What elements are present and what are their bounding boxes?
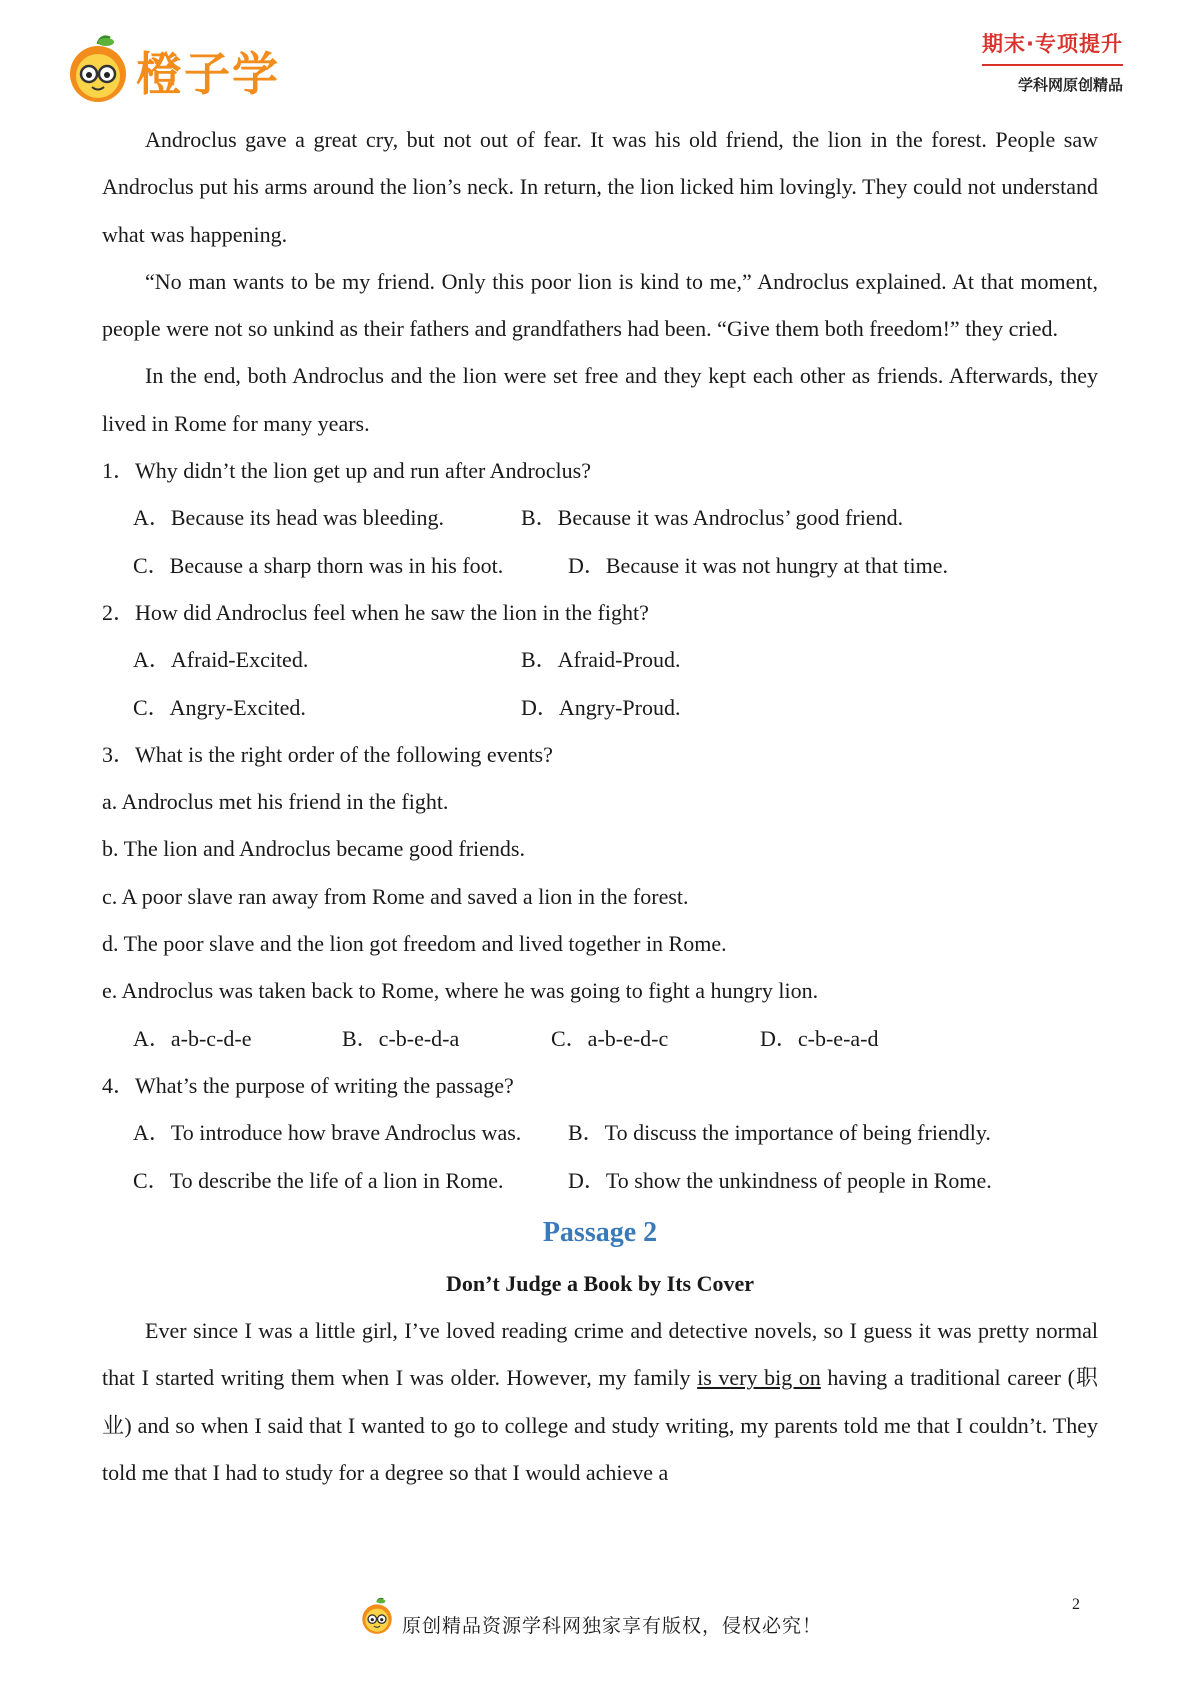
event-item: e. Androclus was taken back to Rome, where he was going to fight a hungry lion.: [102, 978, 819, 1004]
option-a: A．Because its head was bleeding.: [133, 505, 444, 531]
event-item: c. A poor slave ran away from Rome and saved a lion in the forest.: [102, 883, 689, 909]
event-item: d. The poor slave and the lion got freedom and lived together in Rome.: [102, 931, 727, 957]
main-content: [102, 116, 1098, 1496]
footer: [358, 1593, 822, 1638]
question-stem: 4．What’s the purpose of writing the passage?: [102, 1072, 514, 1098]
option-row: [102, 684, 1098, 731]
option-c: C．To describe the life of a lion in Rome.: [133, 1167, 504, 1193]
option-c: C．Because a sharp thorn was in his foot.: [133, 552, 504, 578]
passage-paragraph: “No man wants to be my friend. Only this poor lion is kind to me,” Androclus explained. At that moment, people were not so unkind as their fathers and grandfathers had been. “Give them both freedom!” they cried.: [102, 268, 1098, 342]
header-subtitle: 学科网原创精品: [1017, 76, 1123, 94]
option-a: A．a-b-c-d-e: [133, 1025, 252, 1051]
header-badge: [982, 28, 1123, 95]
event-item: b. The lion and Androclus became good friends.: [102, 836, 525, 862]
option-d: D．c-b-e-a-d: [760, 1025, 879, 1051]
option-a: A．To introduce how brave Androclus was.: [133, 1120, 522, 1146]
header-divider: [982, 64, 1123, 66]
option-row: [102, 1157, 1098, 1204]
option-b: B．To discuss the importance of being friendly.: [568, 1120, 991, 1146]
question-stem: 1．Why didn’t the lion get up and run after Androclus?: [102, 458, 591, 484]
paragraph-text: Ever since I was a little girl, I’ve loved reading crime and detective novels, so I guess it was pretty normal that I started writing them when I was older. However, my family: [102, 1318, 1098, 1391]
header-title: 期末·专项提升: [982, 32, 1123, 56]
option-row: [102, 1015, 1098, 1062]
question-stem: 2．How did Androclus feel when he saw the lion in the fight?: [102, 599, 649, 625]
option-d: D．Because it was not hungry at that time.: [568, 552, 949, 578]
orange-mascot-icon: [358, 1596, 396, 1636]
paragraph-text: having a traditional career (职业) and so when I said that I wanted to go to college and study writing, my parents told me that I couldn’t. They told me that I had to study for a degree so that I would achieve a: [102, 1365, 1098, 1486]
passage-paragraph: [102, 1307, 1098, 1496]
orange-mascot-icon: [62, 34, 134, 106]
option-b: B．Because it was Androclus’ good friend.: [521, 505, 904, 531]
option-b: B．c-b-e-d-a: [342, 1025, 460, 1051]
copyright-notice: 原创精品资源学科网独家享有版权，侵权必究！: [402, 1616, 823, 1637]
event-item: a. Androclus met his friend in the fight.: [102, 789, 449, 815]
option-c: C．a-b-e-d-c: [551, 1025, 669, 1051]
option-c: C．Angry-Excited.: [133, 694, 306, 720]
question-stem: 3．What is the right order of the following events?: [102, 741, 553, 767]
passage-paragraph: Androclus gave a great cry, but not out of fear. It was his old friend, the lion in the forest. People saw Androclus put his arms around the lion’s neck. In return, the lion licked him lovingly. They could not understand what was happening.: [102, 127, 1098, 247]
logo-text: 橙子学: [136, 47, 280, 101]
option-row: [102, 494, 1098, 541]
passage-heading: Passage 2: [542, 1216, 658, 1248]
page-number: 2: [1072, 1596, 1080, 1613]
option-d: D．Angry-Proud.: [521, 694, 681, 720]
option-b: B．Afraid-Proud.: [521, 647, 681, 673]
story-title: Don’t Judge a Book by Its Cover: [445, 1270, 755, 1296]
option-row: [102, 1109, 1098, 1156]
option-row: [102, 542, 1098, 589]
option-row: [102, 636, 1098, 683]
brand-logo: [56, 28, 306, 118]
underlined-phrase: is very big on: [697, 1365, 821, 1391]
option-a: A．Afraid-Excited.: [133, 647, 309, 673]
passage-paragraph: In the end, both Androclus and the lion were set free and they kept each other as friends. Afterwards, they lived in Rome for many years.: [102, 363, 1098, 436]
option-d: D．To show the unkindness of people in Rome.: [568, 1167, 992, 1193]
